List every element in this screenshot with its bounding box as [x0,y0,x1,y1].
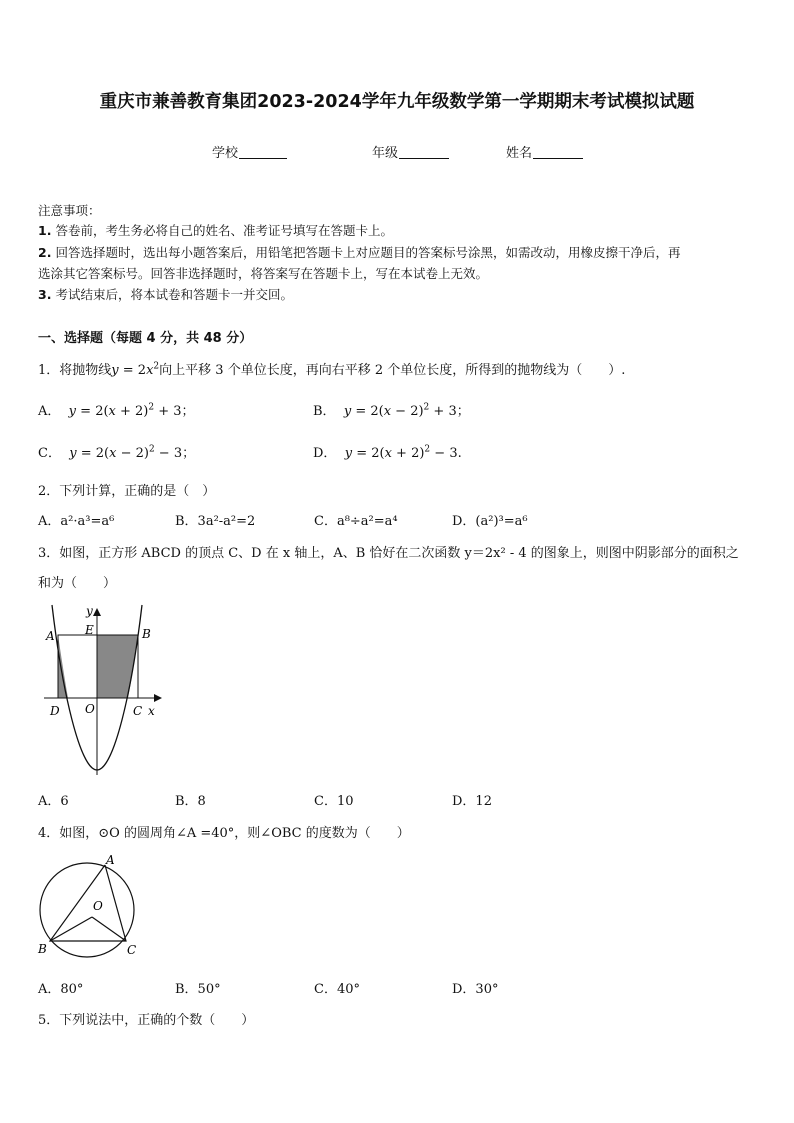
q3-shaded-right [97,635,138,698]
name-blank[interactable] [533,146,583,159]
q3-option-a[interactable]: A．6 [38,794,69,809]
question-4-stem: 4．如图，⊙O 的圆周角∠A =40°，则∠OBC 的度数为（ ） [38,826,410,841]
q4-label-c: C [127,943,137,957]
q4-option-b[interactable]: B．50° [175,982,221,997]
question-5-stem: 5．下列说法中，正确的个数（ ） [38,1013,255,1028]
q1-option-b-label: B． [313,404,336,419]
note-2-cont: 选涂其它答案标号。回答非选择题时，将答案写在答题卡上，写在本试卷上无效。 [38,266,489,281]
school-label: 学校 [212,146,239,161]
q3-option-d[interactable]: D．12 [452,794,492,809]
q3-shaded-left [58,635,68,698]
note-2-number: 2. [38,245,52,260]
note-2-text: 回答选择题时，选出每小题答案后，用铅笔把答题卡上对应题目的答案标号涂黑，如需改动，用橡皮擦干净后，再 [55,245,681,260]
q3-label-o: O [85,702,95,716]
q2-option-c[interactable]: C．a⁸÷a²=a⁴ [314,514,398,529]
grade-label: 年级 [372,146,399,161]
note-1 [38,220,393,242]
q3-label-d: D [50,704,60,718]
note-3 [38,284,293,306]
q4-option-a[interactable]: A．80° [38,982,84,997]
q1-option-d[interactable] [313,442,462,461]
q2-option-b[interactable]: B．3a²-a²=2 [175,514,256,529]
q3-label-a: A [46,629,55,643]
page-title: 重庆市兼善教育集团2023-2024学年九年级数学第一学期期末考试模拟试题 [99,92,695,112]
name-field[interactable] [506,142,583,161]
q4-option-d[interactable]: D．30° [452,982,499,997]
q1-option-a[interactable] [38,400,195,419]
q3-label-b: B [142,627,151,641]
q1-option-d-formula: $y = 2(x + 2)^2 - 3$. [344,444,462,461]
note-2 [38,242,680,264]
q4-segment-ob [50,917,92,941]
q3-option-c[interactable]: C．10 [314,794,354,809]
q4-circle [40,863,137,957]
q1-option-d-label: D． [313,446,337,461]
q2-option-d[interactable]: D．(a²)³=a⁶ [452,514,528,529]
q4-label-a: A [106,853,115,867]
q1-option-c-formula: $y = 2(x - 2)^2 - 3$； [69,444,196,461]
q4-triangle [50,865,126,941]
q3-label-e: E [85,623,94,637]
name-label: 姓名 [506,146,533,161]
q1-option-a-label: A． [38,404,61,419]
q1-stem-prefix: 1．将抛物线 [38,363,112,378]
note-3-number: 3. [38,287,52,302]
note-1-number: 1. [38,223,52,238]
school-field[interactable] [212,142,287,161]
question-1-stem: 1．将抛物线$y = 2x^2$向上平移 3 个单位长度，再向右平移 2 个单位长度，所得到的抛物线为（ ）. [38,361,626,378]
school-blank[interactable] [239,146,287,159]
q3-label-x: x [148,704,155,718]
section-heading: 一、选择题（每题 4 分，共 48 分） [38,331,253,346]
question-3-stem-line2: 和为（ ） [38,576,117,591]
notes-heading: 注意事项： [38,203,101,218]
q1-option-b[interactable] [313,400,470,419]
q4-label-o: O [93,899,103,913]
q1-option-c-label: C． [38,446,61,461]
q1-option-a-formula: $y = 2(x + 2)^2 + 3$； [68,402,195,419]
q4-option-c[interactable]: C．40° [314,982,360,997]
question-2-stem: 2．下列计算，正确的是（ ） [38,484,216,499]
q2-option-a[interactable]: A．a²·a³=a⁶ [38,514,115,529]
q3-label-y: y [86,604,93,618]
q4-circle-figure [34,850,154,965]
q1-stem-suffix: 向上平移 3 个单位长度，再向右平移 2 个单位长度，所得到的抛物线为（ ）. [159,363,626,378]
grade-blank[interactable] [399,146,449,159]
q4-label-b: B [38,942,47,956]
note-1-text: 答卷前，考生务必将自己的姓名、准考证号填写在答题卡上。 [55,223,393,238]
grade-field[interactable] [372,142,449,161]
q3-x-arrow [154,694,162,702]
question-3-stem-line1: 3．如图，正方形 ABCD 的顶点 C、D 在 x 轴上，A、B 恰好在二次函数 y＝2x² - 4 的图象上，则图中阴影部分的面积之 [38,546,739,561]
q3-label-c: C [133,704,143,718]
q3-parabola-figure [40,600,170,780]
note-3-text: 考试结束后，将本试卷和答题卡一并交回。 [55,287,293,302]
q1-option-b-formula: $y = 2(x - 2)^2 + 3$； [343,402,470,419]
q3-y-arrow [93,608,101,616]
q3-option-b[interactable]: B．8 [175,794,206,809]
q1-option-c[interactable] [38,442,195,461]
q1-formula: y [111,363,119,378]
